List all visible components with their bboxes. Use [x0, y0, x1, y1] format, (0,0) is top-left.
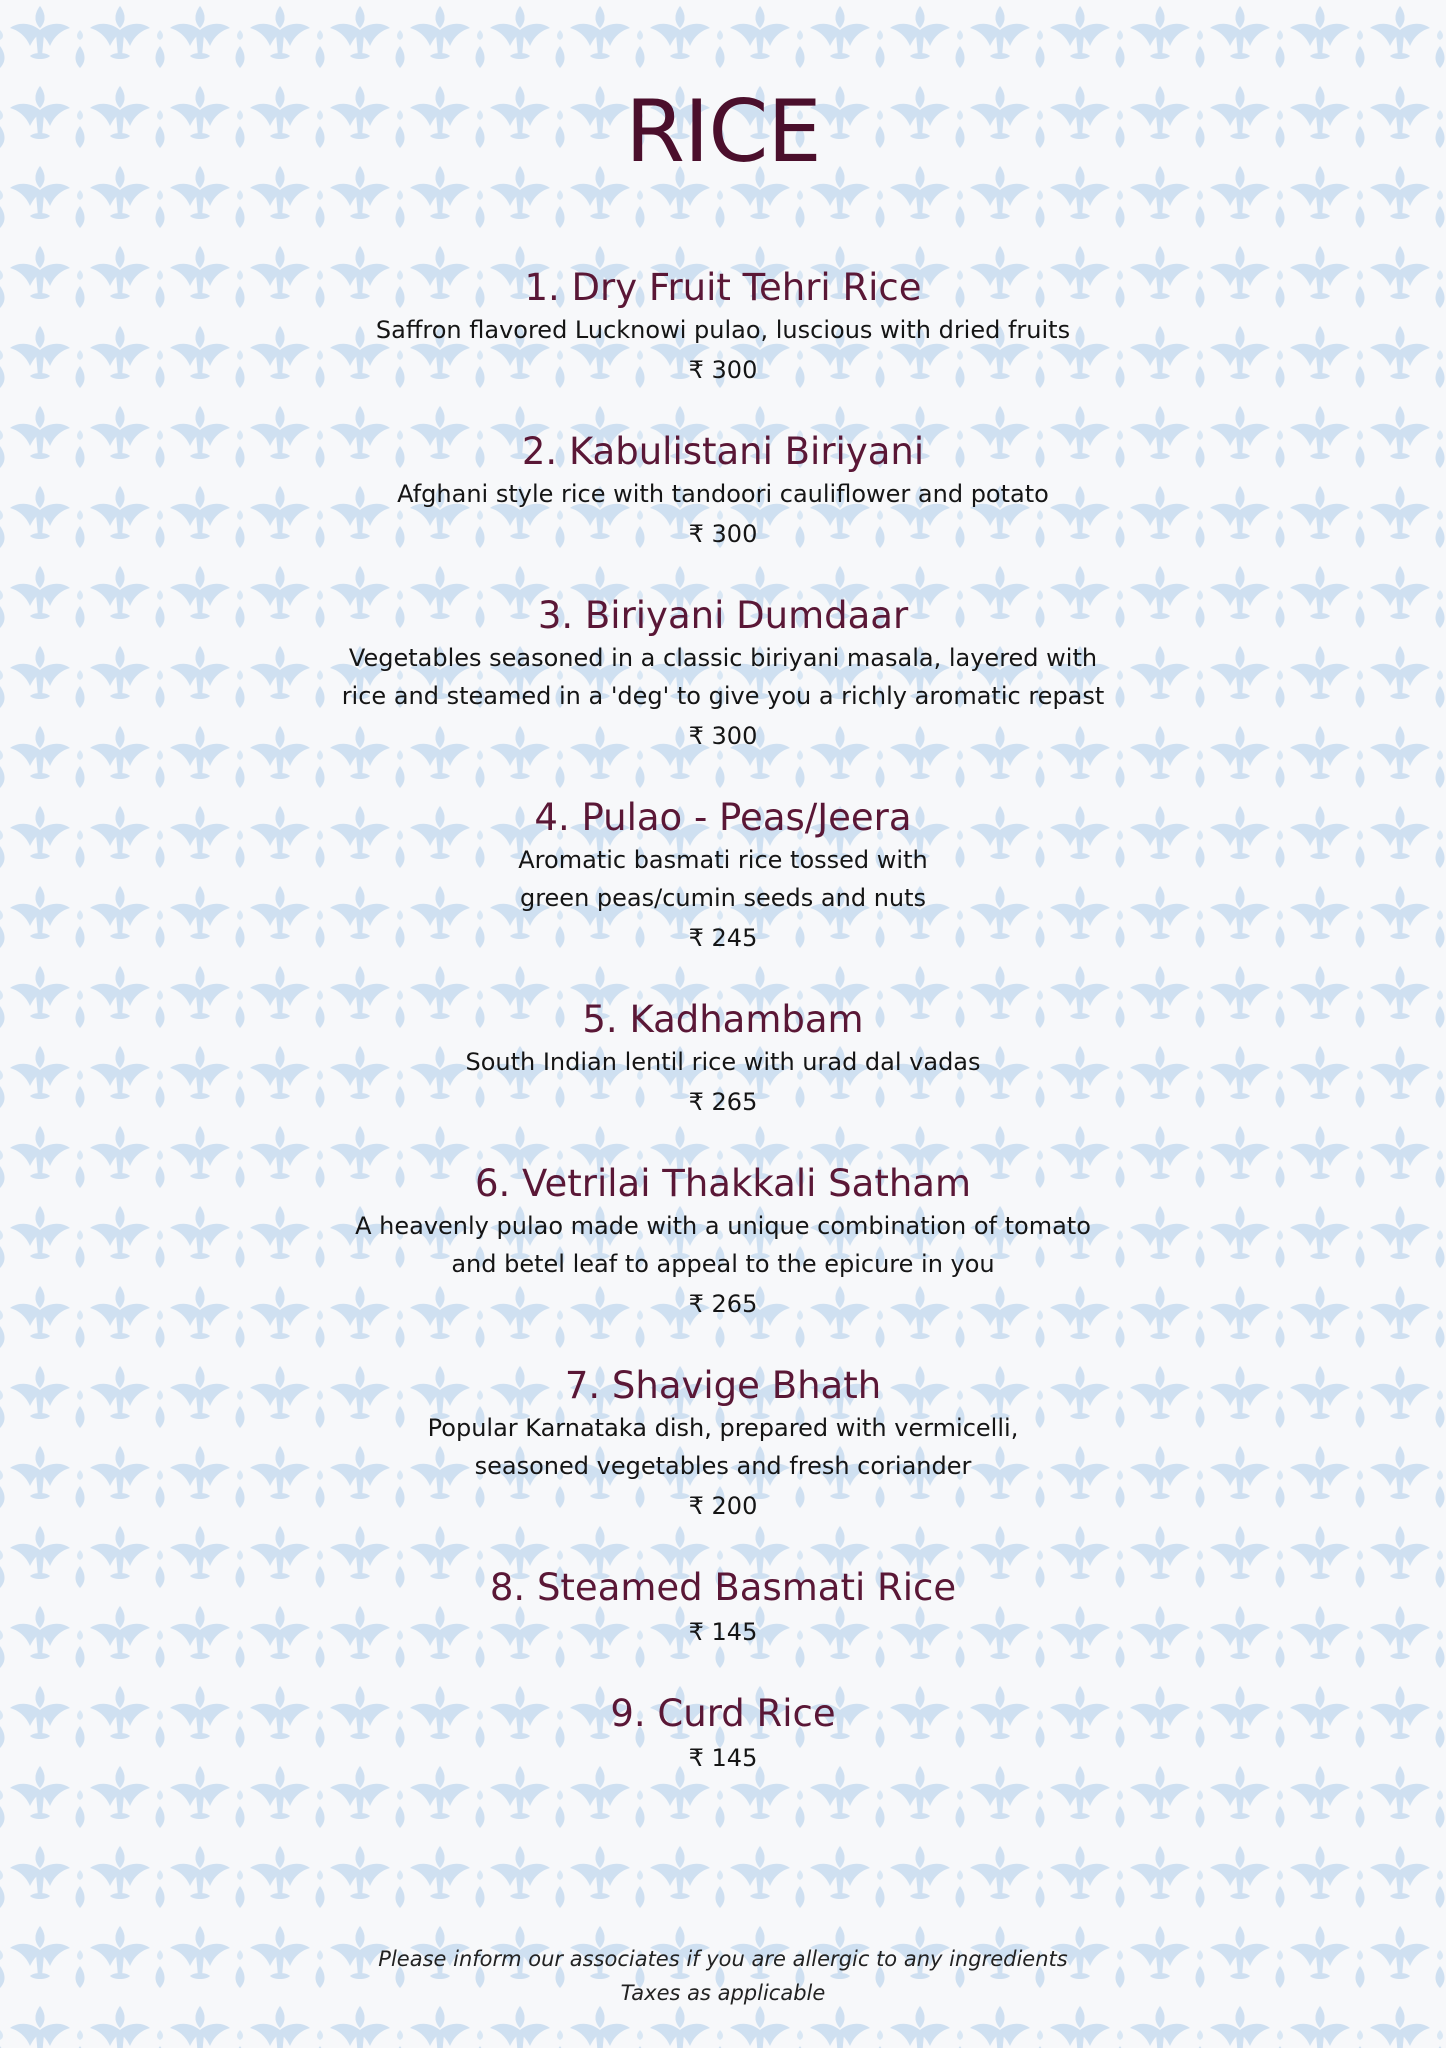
menu-item-price: ₹ 145 — [688, 1744, 758, 1772]
menu-item-description-line: Vegetables seasoned in a classic biriyani masala, layered with — [348, 644, 1098, 672]
menu-item-price: ₹ 245 — [688, 924, 758, 952]
menu-item-name: 6. Vetrilai Thakkali Satham — [474, 1162, 971, 1205]
menu-item — [0, 1691, 1446, 1779]
menu-item-price: ₹ 200 — [688, 1492, 758, 1520]
menu-item-description-line: Aromatic basmati rice tossed with — [518, 846, 928, 874]
menu-item — [0, 1363, 1446, 1527]
menu-item-description-line: and betel leaf to appeal to the epicure in you — [451, 1250, 995, 1278]
menu-item-description — [283, 311, 1163, 349]
menu-item-price: ₹ 300 — [688, 356, 758, 384]
menu-item — [0, 593, 1446, 757]
menu-item-description — [283, 1207, 1163, 1283]
menu-item-name: 2. Kabulistani Biriyani — [521, 430, 925, 473]
menu-item-description — [283, 841, 1163, 917]
menu-item — [0, 997, 1446, 1123]
menu-item-price: ₹ 265 — [688, 1088, 758, 1116]
menu-item — [0, 429, 1446, 555]
menu-item — [0, 1161, 1446, 1325]
menu-item-name: 9. Curd Rice — [610, 1692, 836, 1735]
menu-item-description-line: Popular Karnataka dish, prepared with vermicelli, — [427, 1414, 1019, 1442]
menu-item-name: 5. Kadhambam — [582, 998, 864, 1041]
menu-item-price: ₹ 300 — [688, 520, 758, 548]
menu-item-description-line: green peas/cumin seeds and nuts — [519, 884, 927, 912]
menu-item-name: 7. Shavige Bhath — [564, 1364, 882, 1407]
menu-item-description — [283, 1409, 1163, 1485]
menu-item-price: ₹ 265 — [688, 1290, 758, 1318]
menu-item-price: ₹ 300 — [688, 722, 758, 750]
menu-item-description — [283, 1043, 1163, 1081]
menu-item — [0, 1565, 1446, 1653]
allergy-note: Please inform our associates if you are allergic to any ingredients — [378, 1947, 1068, 1971]
menu-item-description-line: Afghani style rice with tandoori cauliflower and potato — [397, 480, 1049, 508]
menu-item-description-line: seasoned vegetables and fresh coriander — [474, 1452, 972, 1480]
menu-item — [0, 265, 1446, 391]
tax-note: Taxes as applicable — [620, 1981, 826, 2005]
menu-item-description-line: rice and steamed in a 'deg' to give you a richly aromatic repast — [341, 682, 1105, 710]
menu-item-description-line: South Indian lentil rice with urad dal vadas — [465, 1048, 981, 1076]
menu-item-description-line: A heavenly pulao made with a unique combination of tomato — [355, 1212, 1091, 1240]
footer-notes — [0, 1942, 1446, 2010]
menu-item-name: 1. Dry Fruit Tehri Rice — [524, 266, 922, 309]
menu-item-name: 8. Steamed Basmati Rice — [489, 1566, 957, 1609]
menu-item-price: ₹ 145 — [688, 1618, 758, 1646]
menu-item-list — [0, 265, 1446, 1817]
menu-item — [0, 795, 1446, 959]
menu-item-description — [283, 475, 1163, 513]
menu-item-name: 3. Biriyani Dumdaar — [537, 594, 909, 637]
menu-item-description — [283, 639, 1163, 715]
menu-item-name: 4. Pulao - Peas/Jeera — [534, 796, 912, 839]
page-title: RICE — [625, 82, 821, 182]
menu-item-description-line: Saffron flavored Lucknowi pulao, luscious with dried fruits — [375, 316, 1071, 344]
